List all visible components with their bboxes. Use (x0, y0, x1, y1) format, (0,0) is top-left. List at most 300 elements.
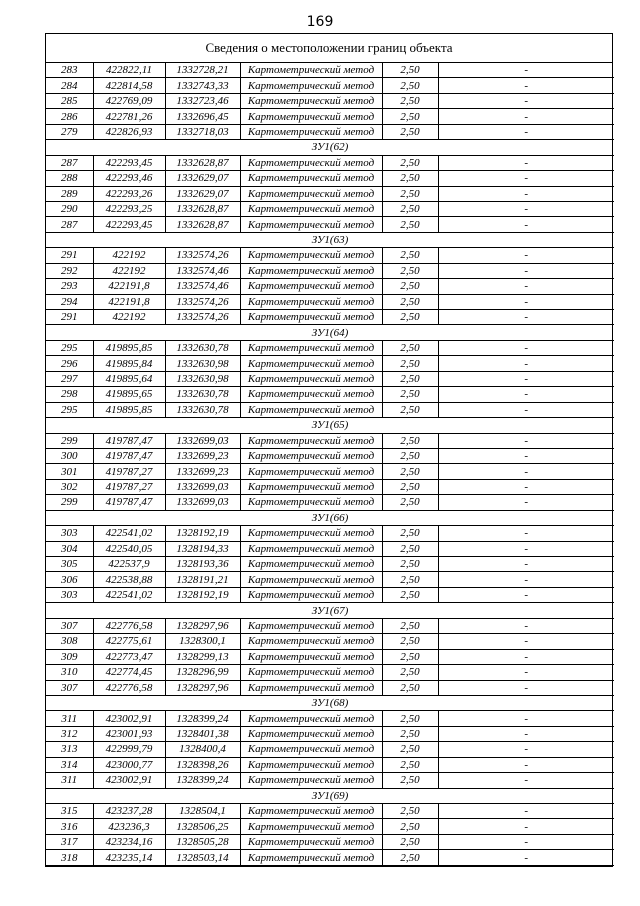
method-cell: Картометрический метод (240, 294, 382, 309)
accuracy-cell: 2,50 (382, 711, 438, 726)
page-number: 169 (306, 14, 334, 30)
accuracy-cell: 2,50 (382, 541, 438, 556)
point-number-cell: 314 (46, 757, 93, 772)
coordinate-y-cell: 1332574,46 (165, 279, 240, 294)
note-cell: - (438, 371, 614, 386)
coordinate-y-cell: 1328297,96 (165, 618, 240, 633)
coordinate-x-cell: 422775,61 (93, 634, 165, 649)
coordinate-x-cell: 419787,47 (93, 495, 165, 510)
point-number-cell: 307 (46, 618, 93, 633)
coordinate-y-cell: 1328194,33 (165, 541, 240, 556)
accuracy-cell: 2,50 (382, 572, 438, 587)
method-cell: Картометрический метод (240, 201, 382, 216)
table-row (46, 495, 614, 510)
table-row (46, 464, 614, 479)
coordinate-x-cell: 423001,93 (93, 726, 165, 741)
point-number-cell: 313 (46, 742, 93, 757)
coordinate-y-cell: 1332723,46 (165, 93, 240, 108)
accuracy-cell: 2,50 (382, 757, 438, 772)
note-cell: - (438, 541, 614, 556)
coordinate-y-cell: 1332718,03 (165, 124, 240, 139)
coordinate-x-cell: 422822,11 (93, 63, 165, 78)
boundary-points-table (46, 63, 614, 866)
coordinate-x-cell: 422814,58 (93, 78, 165, 93)
accuracy-cell: 2,50 (382, 587, 438, 602)
coordinate-y-cell: 1332628,87 (165, 217, 240, 232)
coordinate-y-cell: 1332574,26 (165, 248, 240, 263)
coordinate-x-cell: 419895,65 (93, 387, 165, 402)
note-cell: - (438, 850, 614, 865)
note-cell: - (438, 340, 614, 355)
accuracy-cell: 2,50 (382, 78, 438, 93)
table-row (46, 850, 614, 865)
group-header-row (46, 603, 614, 618)
method-cell: Картометрический метод (240, 711, 382, 726)
table-row (46, 171, 614, 186)
point-number-cell: 294 (46, 294, 93, 309)
coordinate-x-cell: 419787,27 (93, 464, 165, 479)
accuracy-cell: 2,50 (382, 680, 438, 695)
point-number-cell: 296 (46, 356, 93, 371)
coordinate-x-cell: 419895,85 (93, 340, 165, 355)
point-number-cell: 298 (46, 387, 93, 402)
group-label: ЗУ1(69) (46, 788, 614, 803)
coordinate-x-cell: 422192 (93, 310, 165, 325)
table-row (46, 340, 614, 355)
coordinate-y-cell: 1332696,45 (165, 109, 240, 124)
method-cell: Картометрический метод (240, 124, 382, 139)
note-cell: - (438, 109, 614, 124)
table-row (46, 634, 614, 649)
note-cell: - (438, 804, 614, 819)
point-number-cell: 289 (46, 186, 93, 201)
coordinate-y-cell: 1332630,78 (165, 340, 240, 355)
point-number-cell: 285 (46, 93, 93, 108)
accuracy-cell: 2,50 (382, 356, 438, 371)
coordinate-x-cell: 419787,27 (93, 479, 165, 494)
note-cell: - (438, 279, 614, 294)
coordinate-y-cell: 1328401,38 (165, 726, 240, 741)
point-number-cell: 302 (46, 479, 93, 494)
table-row (46, 541, 614, 556)
method-cell: Картометрический метод (240, 479, 382, 494)
point-number-cell: 317 (46, 834, 93, 849)
note-cell: - (438, 834, 614, 849)
table-row (46, 479, 614, 494)
table-row (46, 448, 614, 463)
accuracy-cell: 2,50 (382, 634, 438, 649)
group-label: ЗУ1(64) (46, 325, 614, 340)
method-cell: Картометрический метод (240, 618, 382, 633)
note-cell: - (438, 711, 614, 726)
point-number-cell: 279 (46, 124, 93, 139)
accuracy-cell: 2,50 (382, 526, 438, 541)
point-number-cell: 316 (46, 819, 93, 834)
coordinate-x-cell: 419895,85 (93, 402, 165, 417)
point-number-cell: 288 (46, 171, 93, 186)
coordinate-y-cell: 1332574,26 (165, 294, 240, 309)
note-cell: - (438, 124, 614, 139)
coordinate-y-cell: 1332699,03 (165, 495, 240, 510)
note-cell: - (438, 263, 614, 278)
method-cell: Картометрический метод (240, 155, 382, 170)
accuracy-cell: 2,50 (382, 448, 438, 463)
table-row (46, 433, 614, 448)
method-cell: Картометрический метод (240, 448, 382, 463)
coordinate-x-cell: 422999,79 (93, 742, 165, 757)
coordinate-y-cell: 1328399,24 (165, 773, 240, 788)
accuracy-cell: 2,50 (382, 201, 438, 216)
table-row (46, 356, 614, 371)
accuracy-cell: 2,50 (382, 665, 438, 680)
note-cell: - (438, 634, 614, 649)
note-cell: - (438, 63, 614, 78)
method-cell: Картометрический метод (240, 804, 382, 819)
accuracy-cell: 2,50 (382, 819, 438, 834)
table-row (46, 248, 614, 263)
accuracy-cell: 2,50 (382, 310, 438, 325)
method-cell: Картометрический метод (240, 557, 382, 572)
coordinate-x-cell: 422537,9 (93, 557, 165, 572)
coordinate-y-cell: 1332699,23 (165, 448, 240, 463)
point-number-cell: 287 (46, 217, 93, 232)
point-number-cell: 315 (46, 804, 93, 819)
table-row (46, 186, 614, 201)
note-cell: - (438, 464, 614, 479)
method-cell: Картометрический метод (240, 186, 382, 201)
note-cell: - (438, 78, 614, 93)
table-row (46, 93, 614, 108)
note-cell: - (438, 201, 614, 216)
accuracy-cell: 2,50 (382, 371, 438, 386)
boundary-table-frame (45, 33, 613, 867)
method-cell: Картометрический метод (240, 773, 382, 788)
method-cell: Картометрический метод (240, 217, 382, 232)
coordinate-y-cell: 1328192,19 (165, 526, 240, 541)
method-cell: Картометрический метод (240, 742, 382, 757)
coordinate-y-cell: 1328400,4 (165, 742, 240, 757)
coordinate-x-cell: 422538,88 (93, 572, 165, 587)
point-number-cell: 284 (46, 78, 93, 93)
method-cell: Картометрический метод (240, 63, 382, 78)
coordinate-y-cell: 1328299,13 (165, 649, 240, 664)
coordinate-x-cell: 423235,14 (93, 850, 165, 865)
group-label: ЗУ1(63) (46, 232, 614, 247)
method-cell: Картометрический метод (240, 279, 382, 294)
note-cell: - (438, 448, 614, 463)
table-row (46, 109, 614, 124)
point-number-cell: 318 (46, 850, 93, 865)
table-row (46, 310, 614, 325)
coordinate-y-cell: 1328300,1 (165, 634, 240, 649)
point-number-cell: 291 (46, 248, 93, 263)
note-cell: - (438, 587, 614, 602)
table-row (46, 371, 614, 386)
method-cell: Картометрический метод (240, 464, 382, 479)
table-row (46, 63, 614, 78)
accuracy-cell: 2,50 (382, 773, 438, 788)
note-cell: - (438, 479, 614, 494)
coordinate-x-cell: 422192 (93, 263, 165, 278)
table-body (46, 63, 614, 865)
table-row (46, 155, 614, 170)
accuracy-cell: 2,50 (382, 495, 438, 510)
coordinate-x-cell: 422192 (93, 248, 165, 263)
point-number-cell: 307 (46, 680, 93, 695)
accuracy-cell: 2,50 (382, 726, 438, 741)
table-caption: Сведения о местоположении границ объекта (46, 34, 612, 63)
method-cell: Картометрический метод (240, 726, 382, 741)
table-row (46, 572, 614, 587)
method-cell: Картометрический метод (240, 248, 382, 263)
method-cell: Картометрический метод (240, 665, 382, 680)
table-row (46, 201, 614, 216)
coordinate-x-cell: 422293,45 (93, 217, 165, 232)
point-number-cell: 297 (46, 371, 93, 386)
coordinate-x-cell: 423236,3 (93, 819, 165, 834)
note-cell: - (438, 155, 614, 170)
table-row (46, 526, 614, 541)
group-header-row (46, 325, 614, 340)
coordinate-y-cell: 1332574,46 (165, 263, 240, 278)
accuracy-cell: 2,50 (382, 124, 438, 139)
accuracy-cell: 2,50 (382, 479, 438, 494)
point-number-cell: 309 (46, 649, 93, 664)
table-row (46, 402, 614, 417)
accuracy-cell: 2,50 (382, 649, 438, 664)
coordinate-x-cell: 422773,47 (93, 649, 165, 664)
accuracy-cell: 2,50 (382, 742, 438, 757)
coordinate-y-cell: 1328297,96 (165, 680, 240, 695)
table-row (46, 557, 614, 572)
method-cell: Картометрический метод (240, 340, 382, 355)
note-cell: - (438, 726, 614, 741)
group-label: ЗУ1(66) (46, 510, 614, 525)
accuracy-cell: 2,50 (382, 557, 438, 572)
note-cell: - (438, 572, 614, 587)
note-cell: - (438, 402, 614, 417)
accuracy-cell: 2,50 (382, 433, 438, 448)
accuracy-cell: 2,50 (382, 263, 438, 278)
point-number-cell: 299 (46, 495, 93, 510)
accuracy-cell: 2,50 (382, 248, 438, 263)
method-cell: Картометрический метод (240, 171, 382, 186)
point-number-cell: 303 (46, 526, 93, 541)
accuracy-cell: 2,50 (382, 464, 438, 479)
coordinate-x-cell: 423234,16 (93, 834, 165, 849)
point-number-cell: 303 (46, 587, 93, 602)
note-cell: - (438, 294, 614, 309)
accuracy-cell: 2,50 (382, 804, 438, 819)
coordinate-x-cell: 422776,58 (93, 618, 165, 633)
note-cell: - (438, 557, 614, 572)
coordinate-x-cell: 422191,8 (93, 279, 165, 294)
note-cell: - (438, 649, 614, 664)
point-number-cell: 290 (46, 201, 93, 216)
table-row (46, 387, 614, 402)
table-row (46, 711, 614, 726)
coordinate-y-cell: 1332629,07 (165, 186, 240, 201)
group-header-row (46, 695, 614, 710)
accuracy-cell: 2,50 (382, 402, 438, 417)
point-number-cell: 295 (46, 340, 93, 355)
accuracy-cell: 2,50 (382, 834, 438, 849)
note-cell: - (438, 618, 614, 633)
coordinate-x-cell: 422293,26 (93, 186, 165, 201)
coordinate-y-cell: 1332629,07 (165, 171, 240, 186)
accuracy-cell: 2,50 (382, 155, 438, 170)
group-label: ЗУ1(68) (46, 695, 614, 710)
coordinate-y-cell: 1328398,26 (165, 757, 240, 772)
coordinate-x-cell: 422293,25 (93, 201, 165, 216)
method-cell: Картометрический метод (240, 587, 382, 602)
coordinate-x-cell: 419787,47 (93, 448, 165, 463)
coordinate-y-cell: 1328504,1 (165, 804, 240, 819)
note-cell: - (438, 248, 614, 263)
note-cell: - (438, 217, 614, 232)
group-header-row (46, 418, 614, 433)
coordinate-x-cell: 422776,58 (93, 680, 165, 695)
accuracy-cell: 2,50 (382, 217, 438, 232)
group-label: ЗУ1(67) (46, 603, 614, 618)
coordinate-y-cell: 1328296,99 (165, 665, 240, 680)
coordinate-x-cell: 422781,26 (93, 109, 165, 124)
note-cell: - (438, 93, 614, 108)
note-cell: - (438, 186, 614, 201)
coordinate-x-cell: 422293,46 (93, 171, 165, 186)
group-header-row (46, 232, 614, 247)
accuracy-cell: 2,50 (382, 109, 438, 124)
coordinate-x-cell: 422541,02 (93, 526, 165, 541)
table-row (46, 587, 614, 602)
method-cell: Картометрический метод (240, 680, 382, 695)
coordinate-x-cell: 423002,91 (93, 773, 165, 788)
coordinate-y-cell: 1332699,23 (165, 464, 240, 479)
note-cell: - (438, 310, 614, 325)
method-cell: Картометрический метод (240, 526, 382, 541)
method-cell: Картометрический метод (240, 495, 382, 510)
note-cell: - (438, 433, 614, 448)
point-number-cell: 306 (46, 572, 93, 587)
note-cell: - (438, 356, 614, 371)
point-number-cell: 283 (46, 63, 93, 78)
method-cell: Картометрический метод (240, 310, 382, 325)
note-cell: - (438, 742, 614, 757)
coordinate-y-cell: 1328506,25 (165, 819, 240, 834)
point-number-cell: 295 (46, 402, 93, 417)
point-number-cell: 311 (46, 711, 93, 726)
coordinate-x-cell: 419787,47 (93, 433, 165, 448)
method-cell: Картометрический метод (240, 78, 382, 93)
table-row (46, 618, 614, 633)
group-header-row (46, 140, 614, 155)
method-cell: Картометрический метод (240, 541, 382, 556)
accuracy-cell: 2,50 (382, 93, 438, 108)
point-number-cell: 300 (46, 448, 93, 463)
group-label: ЗУ1(62) (46, 140, 614, 155)
point-number-cell: 311 (46, 773, 93, 788)
point-number-cell: 305 (46, 557, 93, 572)
table-row (46, 279, 614, 294)
note-cell: - (438, 773, 614, 788)
accuracy-cell: 2,50 (382, 63, 438, 78)
coordinate-x-cell: 422540,05 (93, 541, 165, 556)
method-cell: Картометрический метод (240, 834, 382, 849)
table-row (46, 78, 614, 93)
table-row (46, 294, 614, 309)
coordinate-y-cell: 1328191,21 (165, 572, 240, 587)
coordinate-x-cell: 422774,45 (93, 665, 165, 680)
coordinate-y-cell: 1328192,19 (165, 587, 240, 602)
coordinate-x-cell: 422541,02 (93, 587, 165, 602)
coordinate-x-cell: 423000,77 (93, 757, 165, 772)
coordinate-y-cell: 1332728,21 (165, 63, 240, 78)
note-cell: - (438, 665, 614, 680)
coordinate-y-cell: 1328503,14 (165, 850, 240, 865)
point-number-cell: 310 (46, 665, 93, 680)
point-number-cell: 287 (46, 155, 93, 170)
table-row (46, 649, 614, 664)
table-row (46, 726, 614, 741)
coordinate-x-cell: 422191,8 (93, 294, 165, 309)
point-number-cell: 286 (46, 109, 93, 124)
method-cell: Картометрический метод (240, 649, 382, 664)
table-row (46, 665, 614, 680)
accuracy-cell: 2,50 (382, 171, 438, 186)
point-number-cell: 308 (46, 634, 93, 649)
coordinate-x-cell: 422826,93 (93, 124, 165, 139)
table-row (46, 680, 614, 695)
note-cell: - (438, 819, 614, 834)
accuracy-cell: 2,50 (382, 387, 438, 402)
coordinate-y-cell: 1332628,87 (165, 155, 240, 170)
coordinate-y-cell: 1332574,26 (165, 310, 240, 325)
coordinate-y-cell: 1332630,98 (165, 371, 240, 386)
coordinate-y-cell: 1332699,03 (165, 479, 240, 494)
table-row (46, 263, 614, 278)
method-cell: Картометрический метод (240, 263, 382, 278)
note-cell: - (438, 526, 614, 541)
point-number-cell: 292 (46, 263, 93, 278)
accuracy-cell: 2,50 (382, 186, 438, 201)
point-number-cell: 291 (46, 310, 93, 325)
note-cell: - (438, 495, 614, 510)
method-cell: Картометрический метод (240, 819, 382, 834)
point-number-cell: 301 (46, 464, 93, 479)
table-row (46, 834, 614, 849)
method-cell: Картометрический метод (240, 402, 382, 417)
table-row (46, 742, 614, 757)
method-cell: Картометрический метод (240, 572, 382, 587)
method-cell: Картометрический метод (240, 387, 382, 402)
method-cell: Картометрический метод (240, 109, 382, 124)
point-number-cell: 312 (46, 726, 93, 741)
note-cell: - (438, 387, 614, 402)
coordinate-y-cell: 1328193,36 (165, 557, 240, 572)
method-cell: Картометрический метод (240, 433, 382, 448)
method-cell: Картометрический метод (240, 634, 382, 649)
method-cell: Картометрический метод (240, 356, 382, 371)
table-row (46, 757, 614, 772)
coordinate-y-cell: 1332630,78 (165, 387, 240, 402)
accuracy-cell: 2,50 (382, 294, 438, 309)
coordinate-x-cell: 419895,64 (93, 371, 165, 386)
coordinate-x-cell: 423002,91 (93, 711, 165, 726)
method-cell: Картометрический метод (240, 371, 382, 386)
note-cell: - (438, 757, 614, 772)
accuracy-cell: 2,50 (382, 618, 438, 633)
table-row (46, 124, 614, 139)
